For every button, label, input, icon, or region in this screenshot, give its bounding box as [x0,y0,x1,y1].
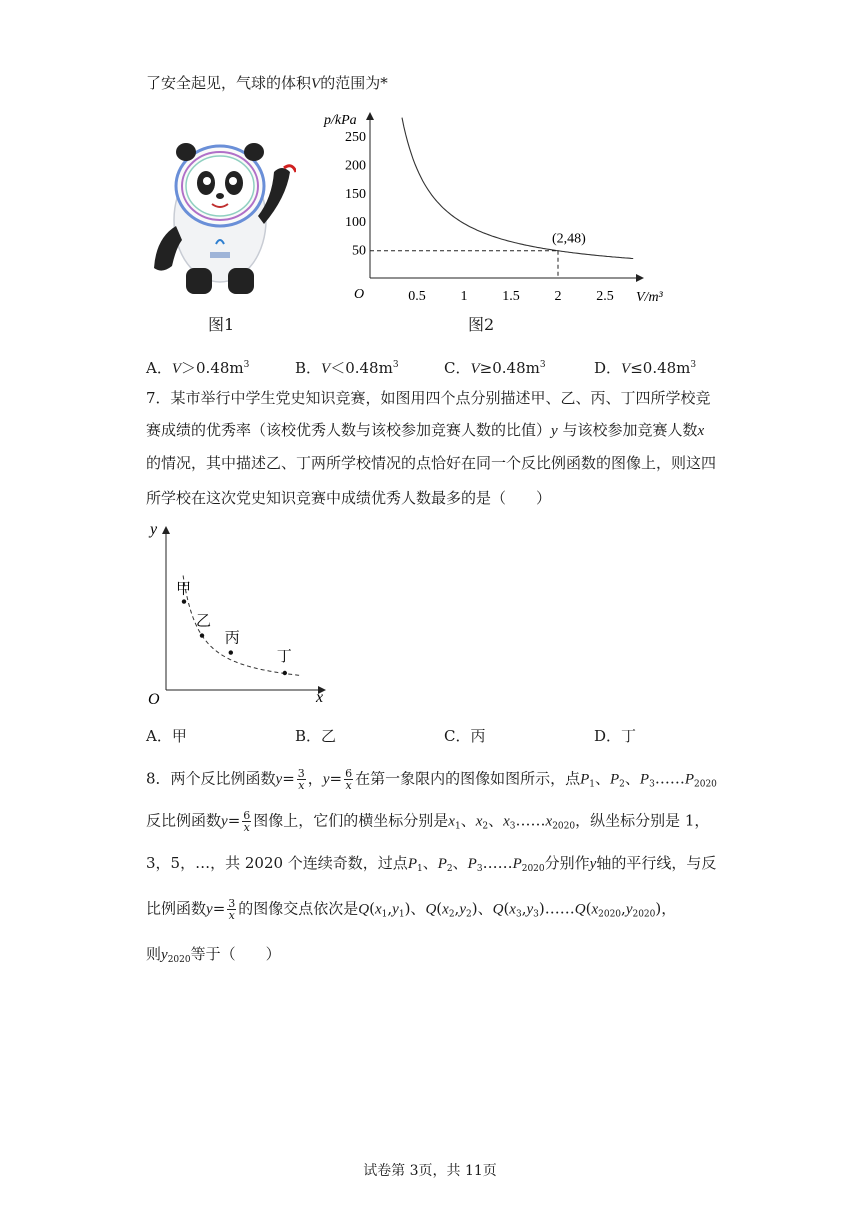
data-point [182,599,186,603]
q7-option-d[interactable]: D．丁 [594,727,637,745]
point-label: 甲 [176,581,192,598]
data-point [229,650,233,654]
fig2-caption: 图2 [468,315,495,334]
q7-option-a[interactable]: A．甲 [146,727,187,745]
y-tick-label: 200 [345,158,366,174]
pv-chart [320,108,670,308]
y-axis-label: y [150,521,158,538]
q8-line-5: 则$y_{2020}$等于（ ） [146,945,281,965]
q6-option-d[interactable]: D．$V\le 0.48m^3$ [594,359,697,377]
q6-option-c[interactable]: C．$V\ge 0.48m^3$ [444,359,546,377]
origin-label: O [148,691,160,708]
q7-line-2: 赛成绩的优秀率（该校优秀人数与该校参加竞赛人数的比值）y 与该校参加竞赛人数x [146,421,705,439]
q6-option-a[interactable]: A．$V>0.48m^3$ [146,359,250,377]
origin-label: O [354,287,365,302]
x-tick-label: 1.5 [502,289,520,304]
y-tick-label: 250 [345,130,366,145]
x-axis-label: x [316,689,324,706]
data-point [283,671,287,675]
point-label: 丙 [224,630,240,647]
page-footer: 试卷第 3页，共 11页 [363,1163,497,1179]
q7-scatter-graph [140,518,340,708]
y-axis-arrow [162,526,170,534]
q8-line-1: 8．两个反比例函数y= $\frac{3}{x}$ ，y= $\frac{6}{x}$ 在第一象限内的图像如图所示，点$P_1$、$P_2$、$P_3\dots\dots P_{2020}$ [146,767,717,792]
pv-curve [402,118,633,259]
x-axis-label: V/m³ [636,290,663,305]
y-tick-label: 50 [352,243,366,259]
mascot-illustration [146,128,296,296]
x-tick-label: 2.5 [596,289,614,304]
point-label: 丁 [276,649,292,665]
y-tick-label: 150 [345,186,366,202]
y-axis-arrow [366,112,374,120]
x-tick-label: 0.5 [408,289,426,304]
q8-line-3: 3，5，…，共 2020 个连续奇数，过点$P_1$、$P_2$、$P_3\dots\dots P_{2020}$分别作y轴的平行线，与反 [146,854,717,874]
q7-option-b[interactable]: B．乙 [295,727,337,745]
q8-line-2: 反比例函数y= $\frac{6}{x}$ 图像上，它们的横坐标分别是$x_1$、$x_2$、$x_3\dots\dots x_{2020}$，纵坐标分别是 1， [146,809,710,834]
q7-line-1: 7．某市举行中学生党史知识竞赛，如图用四个点分别描述甲、乙、丙、丁四所学校竞 [146,389,711,407]
point-label: 乙 [196,613,212,630]
x-tick-label: 1 [460,289,468,304]
q7-line-4: 所学校在这次党史知识竞赛中成绩优秀人数最多的是（ ） [146,489,552,507]
y-axis-label: p/kPa [324,113,357,128]
q8-line-4: 比例函数y= $\frac{3}{x}$ 的图像交点依次是$Q(x_1,y_1)$、$Q(x_2,y_2)$、$Q(x_3,y_3)\dots\dots Q(x_{2020},y_{2020})$， [146,897,677,922]
q7-option-c[interactable]: C．丙 [444,727,486,745]
data-point [200,633,204,637]
fig1-caption: 图1 [208,315,235,334]
x-axis-arrow [636,274,644,282]
x-tick-label: 2 [554,289,562,304]
q7-line-3: 的情况，其中描述乙、丁两所学校情况的点恰好在同一个反比例函数的图像上，则这四 [146,454,717,472]
q6-intro: 了安全起见，气球的体积V的范围为* [146,74,388,92]
q6-option-b[interactable]: B．$V<0.48m^3$ [295,359,399,377]
y-tick-label: 100 [345,215,366,231]
point-annotation: (2,48) [552,231,586,247]
